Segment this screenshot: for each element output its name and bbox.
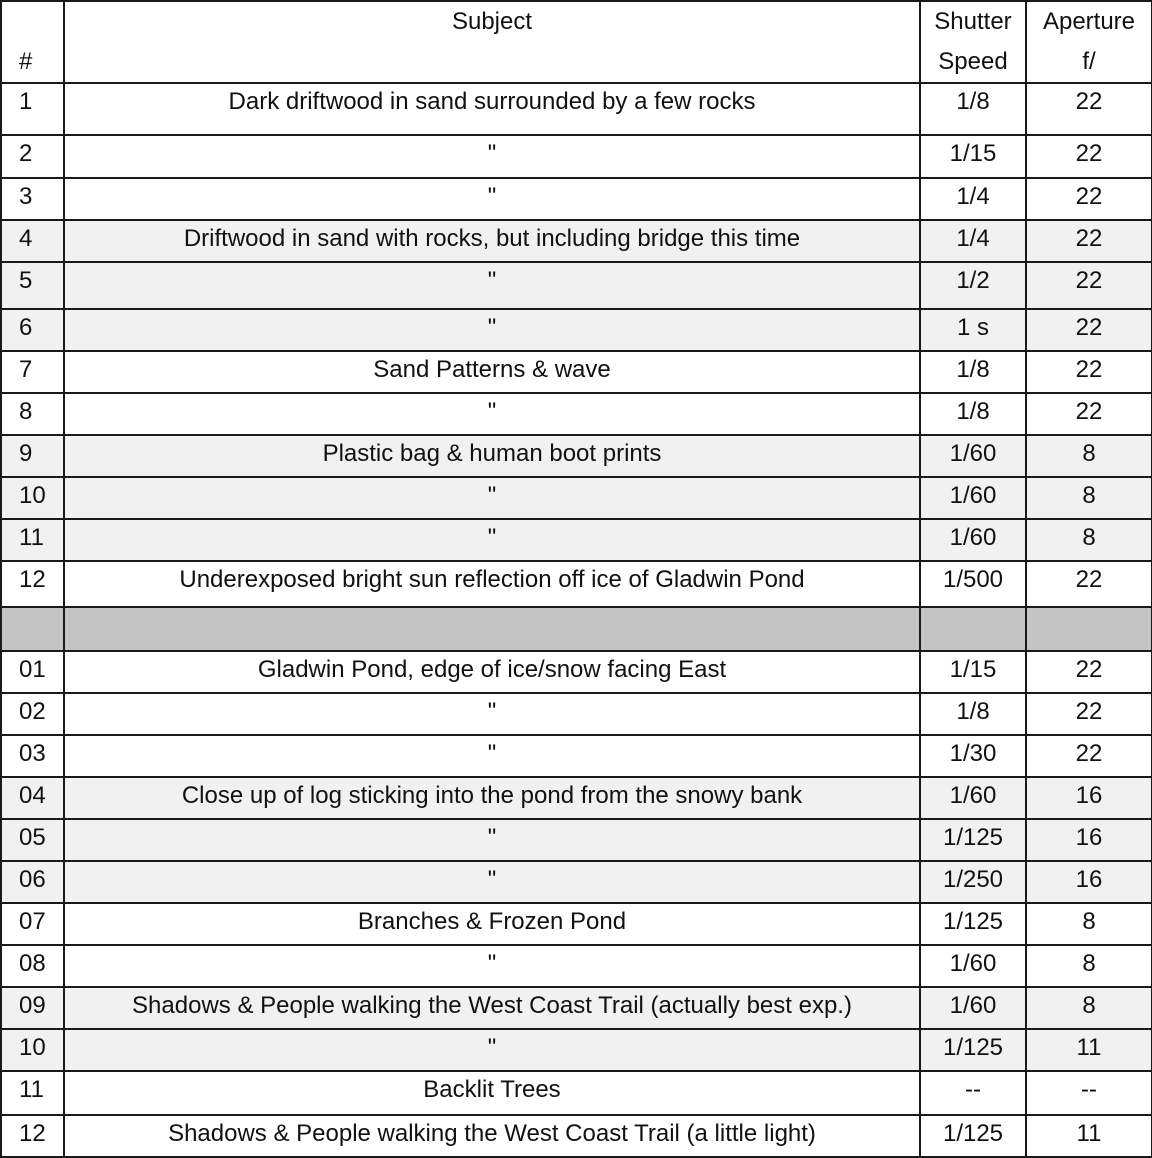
row-num: 5	[1, 262, 64, 309]
row-shutter: 1/15	[920, 651, 1026, 693]
row-subject: Shadows & People walking the West Coast Trail (a little light)	[64, 1115, 920, 1157]
table-row	[1, 987, 1152, 1029]
row-num: 7	[1, 351, 64, 393]
row-subject: "	[64, 693, 920, 735]
row-shutter: 1/2	[920, 262, 1026, 309]
table-row	[1, 393, 1152, 435]
row-aperture: 8	[1026, 903, 1152, 945]
row-shutter: 1/60	[920, 477, 1026, 519]
table-row	[1, 83, 1152, 135]
header-subject-label: Subject	[451, 8, 533, 35]
header-row	[1, 1, 1152, 83]
row-shutter: 1/8	[920, 83, 1026, 135]
table-row	[1, 651, 1152, 693]
row-shutter: 1/125	[920, 903, 1026, 945]
row-num: 2	[1, 135, 64, 178]
row-num: 01	[1, 651, 64, 693]
table-row	[1, 1115, 1152, 1157]
row-num: 05	[1, 819, 64, 861]
row-num: 06	[1, 861, 64, 903]
header-shutter-line1: Shutter	[934, 8, 1012, 35]
row-num: 3	[1, 178, 64, 220]
row-num: 9	[1, 435, 64, 477]
row-aperture: 16	[1026, 819, 1152, 861]
row-subject: "	[64, 393, 920, 435]
row-shutter: 1/60	[920, 519, 1026, 561]
row-shutter: 1/8	[920, 351, 1026, 393]
row-shutter: 1/500	[920, 561, 1026, 607]
row-subject: Underexposed bright sun reflection off ice of Gladwin Pond	[64, 561, 920, 607]
row-num: 6	[1, 309, 64, 351]
row-shutter: 1/8	[920, 693, 1026, 735]
row-aperture: 11	[1026, 1115, 1152, 1157]
row-aperture: 8	[1026, 477, 1152, 519]
row-shutter: 1/125	[920, 819, 1026, 861]
row-aperture: 8	[1026, 987, 1152, 1029]
row-aperture: 22	[1026, 693, 1152, 735]
table-row	[1, 309, 1152, 351]
section-separator-row	[1, 607, 1152, 651]
row-num: 10	[1, 1029, 64, 1071]
row-subject: "	[64, 477, 920, 519]
row-shutter: --	[920, 1071, 1026, 1115]
table-row	[1, 178, 1152, 220]
row-num: 10	[1, 477, 64, 519]
table-row	[1, 861, 1152, 903]
row-num: 04	[1, 777, 64, 819]
table-row	[1, 903, 1152, 945]
table-row	[1, 1071, 1152, 1115]
separator-cell	[920, 607, 1026, 651]
header-aperture	[1026, 1, 1152, 83]
row-aperture: 22	[1026, 561, 1152, 607]
row-subject: "	[64, 135, 920, 178]
row-subject: "	[64, 309, 920, 351]
table-row	[1, 435, 1152, 477]
header-num	[1, 1, 64, 83]
row-aperture: 22	[1026, 309, 1152, 351]
row-shutter: 1 s	[920, 309, 1026, 351]
row-subject: Dark driftwood in sand surrounded by a few rocks	[64, 83, 920, 135]
row-shutter: 1/250	[920, 861, 1026, 903]
row-aperture: 8	[1026, 519, 1152, 561]
table-row	[1, 777, 1152, 819]
row-shutter: 1/15	[920, 135, 1026, 178]
row-subject: "	[64, 262, 920, 309]
row-subject: "	[64, 819, 920, 861]
table-row	[1, 693, 1152, 735]
row-num: 09	[1, 987, 64, 1029]
header-subject	[64, 1, 920, 83]
table-row	[1, 220, 1152, 262]
row-num: 08	[1, 945, 64, 987]
row-subject: Close up of log sticking into the pond from the snowy bank	[64, 777, 920, 819]
row-shutter: 1/125	[920, 1115, 1026, 1157]
separator-cell	[1026, 607, 1152, 651]
row-aperture: 22	[1026, 135, 1152, 178]
row-subject: "	[64, 735, 920, 777]
row-num: 02	[1, 693, 64, 735]
row-aperture: 22	[1026, 83, 1152, 135]
row-subject: "	[64, 1029, 920, 1071]
row-num: 8	[1, 393, 64, 435]
row-shutter: 1/60	[920, 435, 1026, 477]
row-subject: Driftwood in sand with rocks, but including bridge this time	[64, 220, 920, 262]
row-aperture: 22	[1026, 351, 1152, 393]
row-aperture: 8	[1026, 945, 1152, 987]
row-num: 4	[1, 220, 64, 262]
row-shutter: 1/60	[920, 987, 1026, 1029]
table-row	[1, 477, 1152, 519]
table-row	[1, 561, 1152, 607]
row-num: 1	[1, 83, 64, 135]
row-aperture: 22	[1026, 393, 1152, 435]
row-aperture: 22	[1026, 178, 1152, 220]
row-aperture: 8	[1026, 435, 1152, 477]
separator-cell	[1, 607, 64, 651]
header-aperture-line2: f/	[1082, 48, 1096, 75]
header-aperture-line1: Aperture	[1042, 8, 1136, 35]
row-aperture: 22	[1026, 220, 1152, 262]
table-row	[1, 519, 1152, 561]
row-subject: Plastic bag & human boot prints	[64, 435, 920, 477]
row-num: 11	[1, 1071, 64, 1115]
row-aperture: 22	[1026, 262, 1152, 309]
header-num-label: #	[19, 48, 33, 75]
row-subject: Backlit Trees	[64, 1071, 920, 1115]
row-subject: Branches & Frozen Pond	[64, 903, 920, 945]
table-row	[1, 351, 1152, 393]
separator-cell	[64, 607, 920, 651]
table-row	[1, 1029, 1152, 1071]
row-subject: "	[64, 945, 920, 987]
row-subject: Gladwin Pond, edge of ice/snow facing East	[64, 651, 920, 693]
row-shutter: 1/60	[920, 777, 1026, 819]
row-num: 07	[1, 903, 64, 945]
row-num: 11	[1, 519, 64, 561]
row-shutter: 1/125	[920, 1029, 1026, 1071]
row-aperture: 22	[1026, 735, 1152, 777]
row-aperture: --	[1026, 1071, 1152, 1115]
table-row	[1, 735, 1152, 777]
row-subject: Sand Patterns & wave	[64, 351, 920, 393]
row-subject: "	[64, 861, 920, 903]
table-row	[1, 262, 1152, 309]
row-num: 12	[1, 561, 64, 607]
row-aperture: 16	[1026, 861, 1152, 903]
table-row	[1, 819, 1152, 861]
row-num: 12	[1, 1115, 64, 1157]
row-subject: Shadows & People walking the West Coast Trail (actually best exp.)	[64, 987, 920, 1029]
header-shutter-line2: Speed	[938, 48, 1008, 75]
row-shutter: 1/4	[920, 220, 1026, 262]
row-subject: "	[64, 519, 920, 561]
row-shutter: 1/4	[920, 178, 1026, 220]
row-aperture: 11	[1026, 1029, 1152, 1071]
row-shutter: 1/8	[920, 393, 1026, 435]
row-shutter: 1/30	[920, 735, 1026, 777]
row-subject: "	[64, 178, 920, 220]
header-shutter	[920, 1, 1026, 83]
row-aperture: 16	[1026, 777, 1152, 819]
row-shutter: 1/60	[920, 945, 1026, 987]
table-row	[1, 945, 1152, 987]
table-row	[1, 135, 1152, 178]
row-num: 03	[1, 735, 64, 777]
row-aperture: 22	[1026, 651, 1152, 693]
